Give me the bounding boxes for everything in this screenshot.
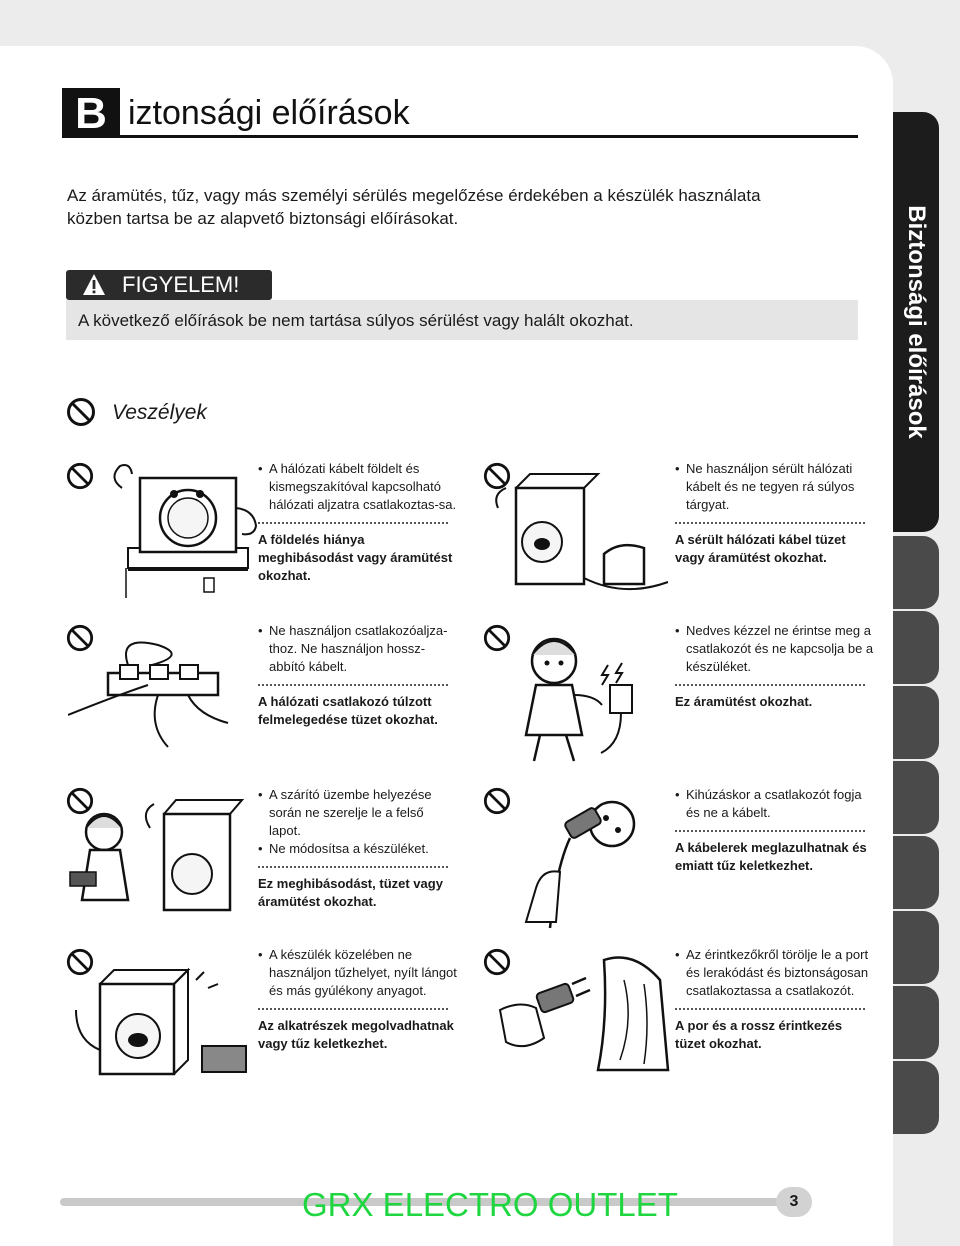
prohibition-icon — [66, 397, 96, 427]
hazard-consequence: Ez áramütést okozhat. — [675, 694, 813, 709]
top-margin — [0, 0, 960, 46]
hazard-item-6 — [675, 786, 875, 875]
page-title: iztonsági előírások — [128, 94, 410, 132]
hazard-bullet: • A hálózati kábelt földelt és kismegszakítóval kapcsolható hálózati aljzatra csatlakoztas-sa. — [258, 460, 458, 514]
wet-hands-illustration — [490, 615, 670, 770]
power-strip-illustration — [68, 615, 248, 770]
hazard-bullet: • Kihúzáskor a csatlakozót fogja és ne a kábelt. — [675, 786, 875, 822]
hazard-bullet: • Ne használjon csatlakozóaljza-thoz. Ne használjon hossz-abbító kábelt. — [258, 622, 458, 676]
no-modification-illustration — [64, 778, 244, 933]
hazard-consequence: Az alkatrészek megolvadhatnak vagy tűz keletkezhet. — [258, 1018, 454, 1051]
dotted-divider — [675, 1008, 865, 1010]
intro-paragraph: Az áramütés, tűz, vagy más személyi sérülés megelőzése érdekében a készülék használata közben tartsa be az alapvető biztonsági előírásokat. — [67, 186, 761, 228]
header-rule — [120, 135, 858, 138]
hazard-item-8 — [675, 946, 875, 1053]
side-tab-label: Biztonsági előírások — [903, 205, 930, 439]
hazard-item-1 — [258, 460, 458, 585]
warning-label: FIGYELEM! — [122, 272, 240, 297]
dotted-divider — [675, 522, 865, 524]
hazard-bullet: • Nedves kézzel ne érintse meg a csatlakozót és ne kapcsolja be a készüléket. — [675, 622, 875, 676]
warning-text: A következő előírások be nem tartása súlyos sérülést vagy halált okozhat. — [78, 311, 634, 330]
warning-triangle-icon — [82, 273, 106, 297]
dotted-divider — [258, 684, 448, 686]
side-tab-9[interactable] — [893, 1061, 939, 1134]
dotted-divider — [258, 866, 448, 868]
hazard-consequence: A por és a rossz érintkezés tüzet okozhat. — [675, 1018, 843, 1051]
hazard-consequence: Ez meghibásodást, tüzet vagy áramütést okozhat. — [258, 876, 443, 909]
hazard-bullet: • A szárító üzembe helyezése során ne szerelje le a felső lapot. — [258, 786, 458, 840]
hazard-bullet: • A készülék közelében ne használjon tűzhelyet, nyílt lángot és más gyúlékony anyagot. — [258, 946, 458, 1000]
side-tab-3[interactable] — [893, 611, 939, 684]
hazard-consequence: A sérült hálózati kábel tüzet vagy áramütést okozhat. — [675, 532, 846, 565]
side-tab-7[interactable] — [893, 911, 939, 984]
hazard-item-2 — [675, 460, 875, 567]
hazard-item-3 — [258, 622, 458, 729]
dotted-divider — [258, 522, 448, 524]
hazard-item-5 — [258, 786, 458, 911]
dotted-divider — [675, 684, 865, 686]
hazard-item-4 — [675, 622, 875, 711]
header-letter: B — [62, 88, 120, 138]
washer-grounding-illustration — [94, 458, 274, 613]
hazard-consequence: A földelés hiánya meghibásodást vagy áramütést okozhat. — [258, 532, 453, 583]
clean-plug-illustration — [494, 940, 674, 1095]
page-number: 3 — [776, 1187, 812, 1217]
page-header — [62, 88, 858, 138]
damaged-cable-illustration — [488, 458, 668, 613]
side-tab-5[interactable] — [893, 761, 939, 834]
hazards-heading: Veszélyek — [112, 401, 207, 424]
footer-brand: GRX ELECTRO OUTLET — [302, 1186, 678, 1223]
unplug-illustration — [500, 778, 680, 933]
side-tab-8[interactable] — [893, 986, 939, 1059]
hazard-consequence: A hálózati csatlakozó túlzott felmelegedése tüzet okozhat. — [258, 694, 438, 727]
side-tab-2[interactable] — [893, 536, 939, 609]
dotted-divider — [675, 830, 865, 832]
hazard-item-7 — [258, 946, 458, 1053]
hazard-bullet: • Ne módosítsa a készüléket. — [258, 840, 458, 858]
no-open-flame-illustration — [70, 940, 250, 1095]
prohibition-icon — [66, 462, 94, 490]
hazard-bullet: • Az érintkezőkről törölje le a port és lerakódást és biztonságosan csatlakoztassa a csatlakozót. — [675, 946, 875, 1000]
side-tab-4[interactable] — [893, 686, 939, 759]
side-tab-6[interactable] — [893, 836, 939, 909]
dotted-divider — [258, 1008, 448, 1010]
hazard-consequence: A kábelerek meglazulhatnak és emiatt tűz keletkezhet. — [675, 840, 867, 873]
hazard-bullet: • Ne használjon sérült hálózati kábelt és ne tegyen rá súlyos tárgyat. — [675, 460, 875, 514]
